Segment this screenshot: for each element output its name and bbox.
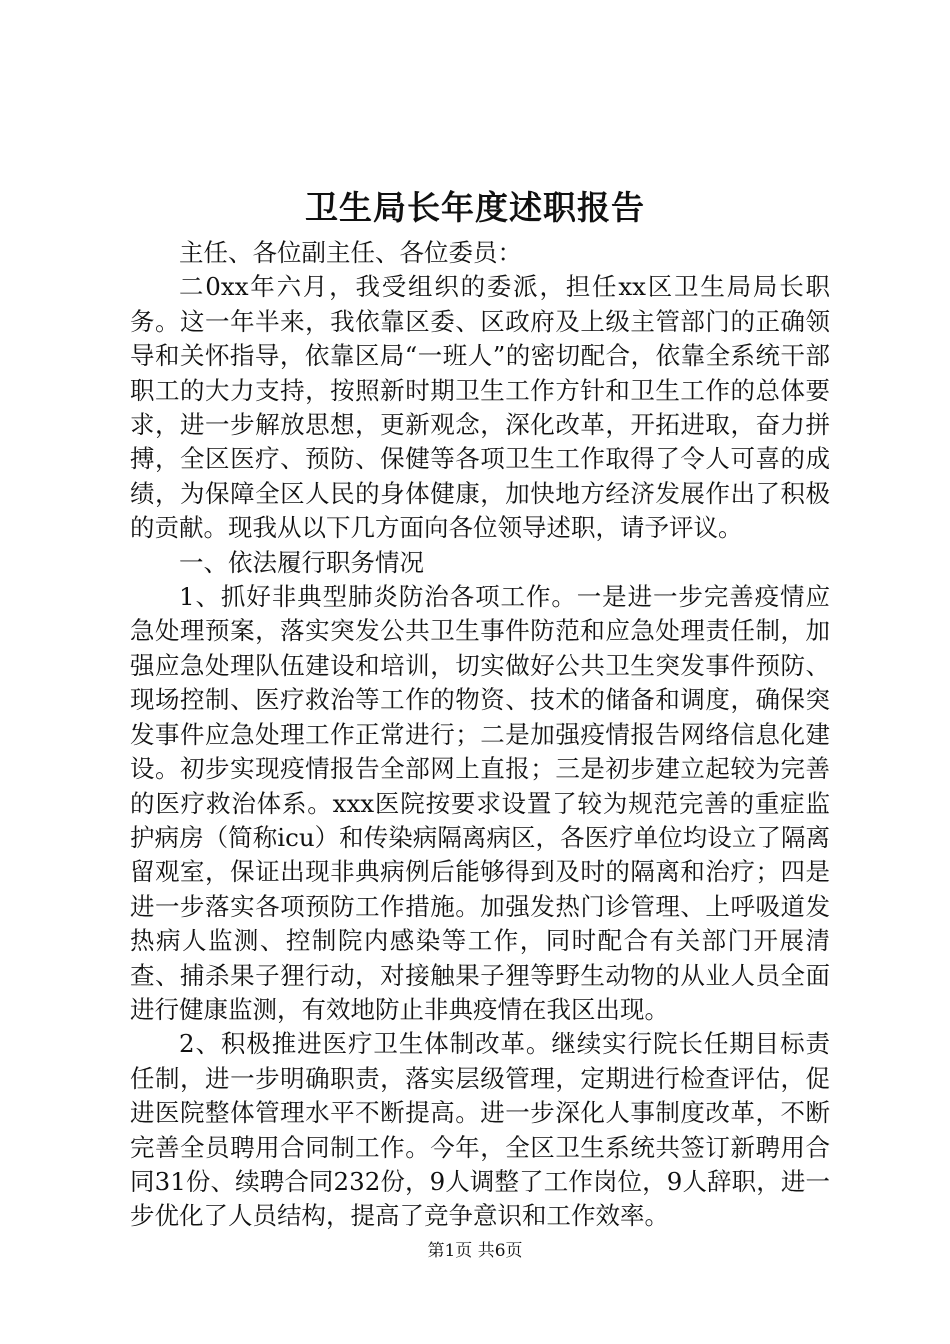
salutation-paragraph: 主任、各位副主任、各位委员： bbox=[179, 238, 522, 267]
page-number-footer: 第1页 共6页 bbox=[427, 1241, 523, 1261]
document-body bbox=[130, 236, 830, 1234]
section-heading: 一、依法履行职务情况 bbox=[179, 547, 424, 577]
intro-paragraph: 二0xx年六月，我受组织的委派，担任xx区卫生局局长职务。这一年半来，我依靠区委、区政府及上级主管部门的正确领导和关怀指导，依靠区局“一班人”的密切配合，依靠全系统干部职工的大力支持，按照新时期卫生工作方针和卫生工作的总体要求，进一步解放思想，更新观念，深化改革，开拓进取，奋力拼搏，全区医疗、预防、保健等各项卫生工作取得了令人可喜的成绩，为保障全区人民的身体健康，加快地方经济发展作出了积极的贡献。现我从以下几方面向各位领导述职，请予评议。 bbox=[130, 272, 830, 543]
document-title: 卫生局长年度述职报告 bbox=[305, 188, 645, 227]
body-paragraph: 1、抓好非典型肺炎防治各项工作。一是进一步完善疫情应急处理预案，落实突发公共卫生事件防范和应急处理责任制，加强应急处理队伍建设和培训，切实做好公共卫生突发事件预防、现场控制、医疗救治等工作的物资、技术的储备和调度，确保突发事件应急处理工作正常进行；二是加强疫情报告网络信息化建设。初步实现疫情报告全部网上直报；三是初步建立起较为完善的医疗救治体系。xxx医院按要求设置了较为规范完善的重症监护病房（简称icu）和传染病隔离病区，各医疗单位均设立了隔离留观室，保证出现非典病例后能够得到及时的隔离和治疗；四是进一步落实各项预防工作措施。加强发热门诊管理、上呼吸道发热病人监测、控制院内感染等工作，同时配合有关部门开展清查、捕杀果子狸行动，对接触果子狸等野生动物的从业人员全面进行健康监测，有效地防止非典疫情在我区出现。 bbox=[130, 582, 830, 1024]
body-paragraph: 2、积极推进医疗卫生体制改革。继续实行院长任期目标责任制，进一步明确职责，落实层级管理，定期进行检查评估，促进医院整体管理水平不断提高。进一步深化人事制度改革，不断完善全员聘用合同制工作。今年，全区卫生系统共签订新聘用合同31份、续聘合同232份，9人调整了工作岗位，9人辞职，进一步优化了人员结构，提高了竞争意识和工作效率。 bbox=[130, 1029, 830, 1231]
